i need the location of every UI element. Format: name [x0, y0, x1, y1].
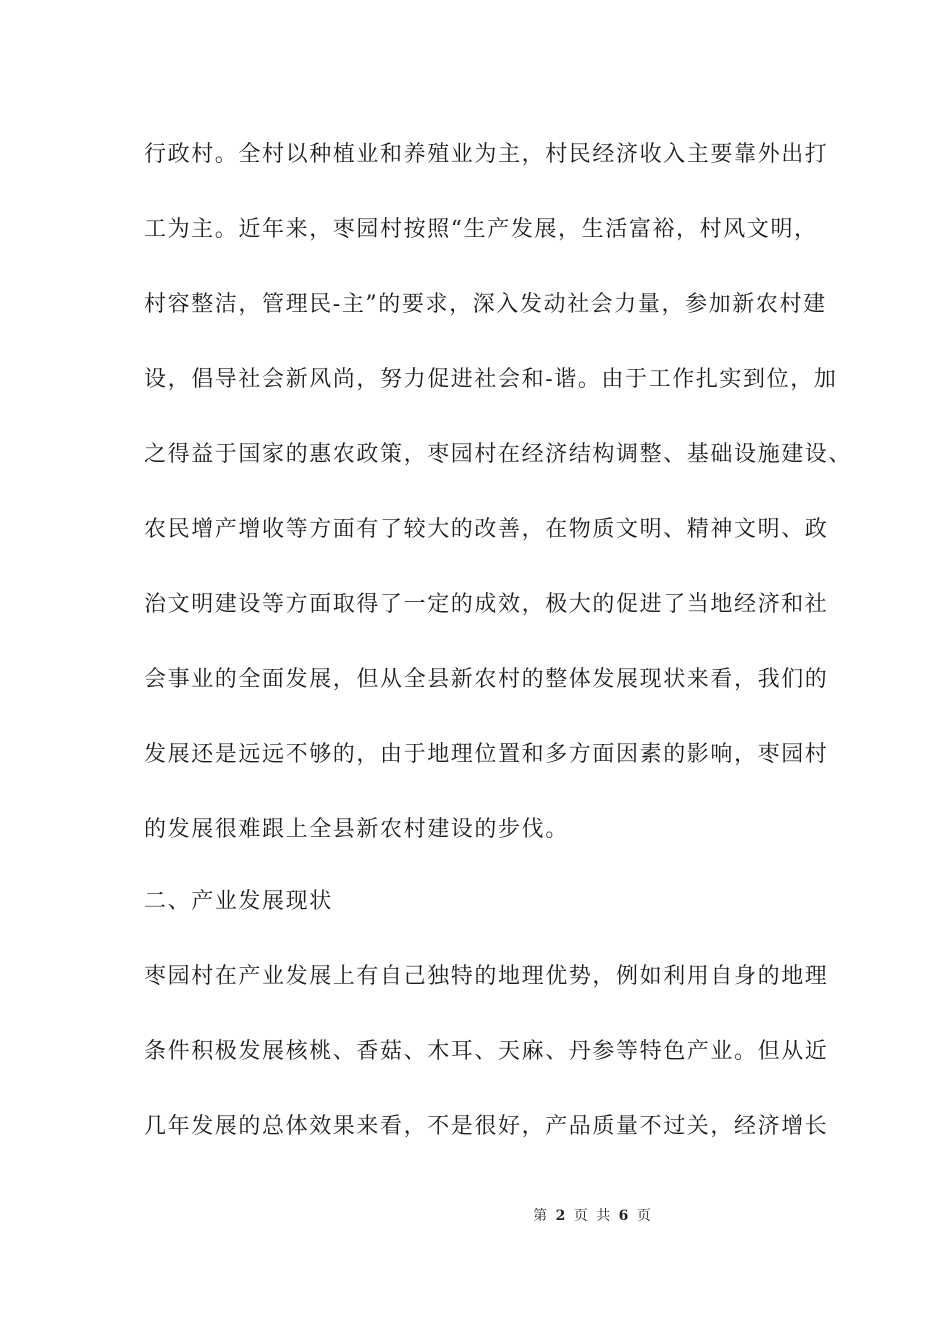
- body-text-line: 村容整洁，管理民-主”的要求，深入发动社会力量，参加新农村建: [144, 292, 827, 317]
- body-text-line: 枣园村在产业发展上有自己独特的地理优势，例如利用自身的地理: [144, 964, 829, 989]
- body-text-line: 工为主。近年来，枣园村按照“生产发展，生活富裕，村风文明，: [144, 217, 818, 242]
- page-footer: [0, 1206, 950, 1226]
- body-text-line: 行政村。全村以种植业和养殖业为主，村民经济收入主要靠外出打: [144, 142, 829, 167]
- body-text-line: 治文明建设等方面取得了一定的成效，极大的促进了当地经济和社: [144, 592, 829, 617]
- page-counter: [533, 1206, 653, 1226]
- body-text-line: 的发展很难跟上全县新农村建设的步伐。: [144, 817, 569, 842]
- body-text-line: 之得益于国家的惠农政策，枣园村在经济结构调整、基础设施建设、: [144, 442, 853, 467]
- body-text-line: 设，倡导社会新风尚，努力促进社会和-谐。由于工作扎实到位，加: [144, 367, 838, 392]
- current-page-number: 2: [555, 1208, 568, 1224]
- body-text-line: 农民增产增收等方面有了较大的改善，在物质文明、精神文明、政: [144, 517, 829, 542]
- footer-middle: 页 共: [573, 1208, 613, 1224]
- total-pages-number: 6: [618, 1208, 631, 1224]
- section-heading: 二、产业发展现状: [144, 889, 333, 914]
- footer-prefix: 第: [533, 1208, 550, 1224]
- body-text-line: 几年发展的总体效果来看，不是很好，产品质量不过关，经济增长: [144, 1114, 829, 1139]
- body-text-line: 条件积极发展核桃、香菇、木耳、天麻、丹参等特色产业。但从近: [144, 1039, 829, 1064]
- footer-suffix: 页: [636, 1208, 653, 1224]
- body-text-line: 会事业的全面发展，但从全县新农村的整体发展现状来看，我们的: [144, 667, 829, 692]
- body-text-line: 发展还是远远不够的，由于地理位置和多方面因素的影响，枣园村: [144, 742, 829, 767]
